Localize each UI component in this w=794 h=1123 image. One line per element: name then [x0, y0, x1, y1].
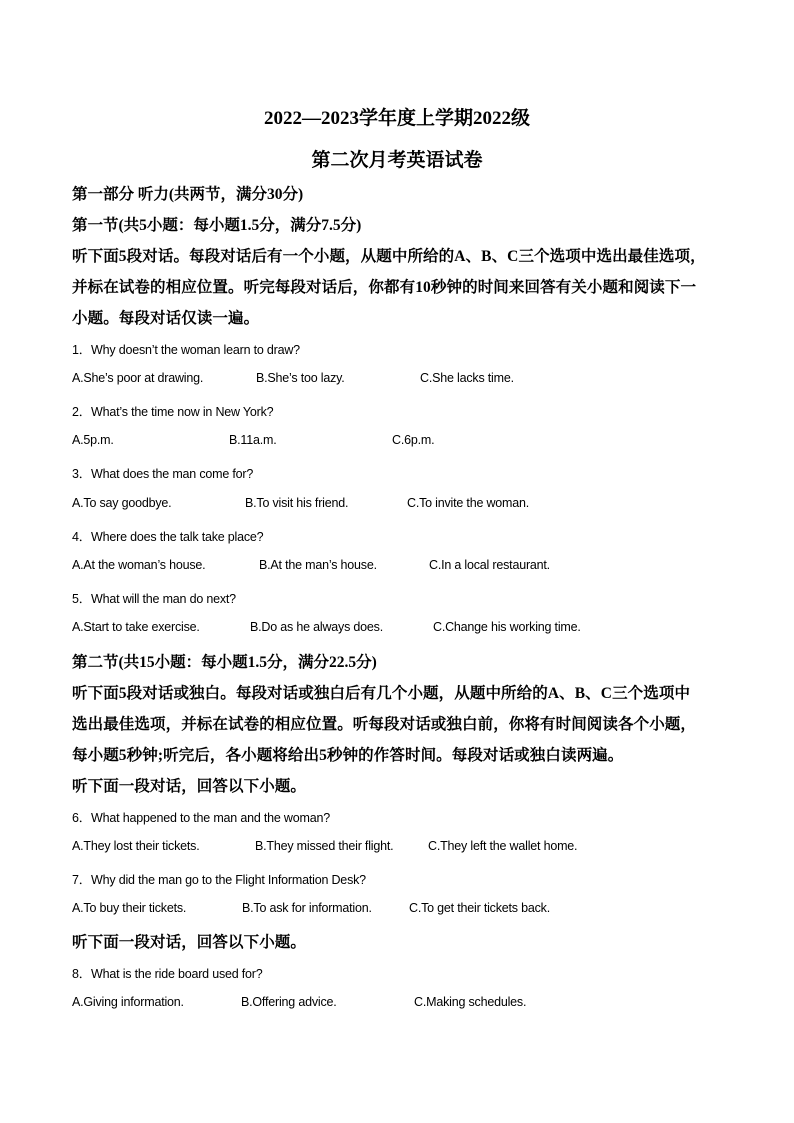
question-text: 4．Where does the talk take place?: [72, 530, 264, 544]
question-text: 3．What does the man come for?: [72, 467, 254, 481]
option-b: B.They missed their flight.: [255, 839, 394, 853]
option-b: B.To ask for information.: [242, 901, 372, 915]
exam-title-line2: 第二次月考英语试卷: [311, 150, 483, 171]
option-a: A.They lost their tickets.: [72, 839, 200, 853]
option-c: C.In a local restaurant.: [429, 558, 550, 572]
section2-heading: 第二节(共15小题：每小题1.5分，满分22.5分): [72, 654, 377, 671]
question-text: 5．What will the man do next?: [72, 592, 236, 606]
option-b: B.To visit his friend.: [245, 496, 349, 510]
question-text: 8．What is the ride board used for?: [72, 967, 263, 981]
option-a: A.To buy their tickets.: [72, 901, 187, 915]
option-c: C.6p.m.: [392, 433, 435, 447]
option-b: B.Offering advice.: [241, 995, 337, 1009]
section1-heading: 第一节(共5小题：每小题1.5分，满分7.5分): [72, 217, 362, 234]
question-text: 6．What happened to the man and the woman?: [72, 811, 330, 825]
option-a: A.5p.m.: [72, 433, 114, 447]
section1-instruction-line: 并标在试卷的相应位置。听完每段对话后，你都有10秒钟的时间来回答有关小题和阅读下一: [72, 279, 697, 296]
option-b: B.11a.m.: [229, 433, 277, 447]
option-c: C.They left the wallet home.: [428, 839, 578, 853]
option-c: C.To get their tickets back.: [409, 901, 550, 915]
part1-heading: 第一部分 听力(共两节，满分30分): [72, 186, 304, 203]
section1-instruction-line: 听下面5段对话。每段对话后有一个小题，从题中所给的A、B、C三个选项中选出最佳选项，: [72, 248, 706, 265]
section2-instruction-line: 听下面5段对话或独白。每段对话或独白后有几个小题，从题中所给的A、B、C三个选项中: [72, 685, 691, 702]
section2-instruction-line: 选出最佳选项，并标在试卷的相应位置。听每段对话或独白前，你将有时间阅读各个小题，: [72, 716, 697, 733]
option-b: B.At the man’s house.: [259, 558, 377, 572]
option-b: B.Do as he always does.: [250, 620, 383, 634]
question-text: 7．Why did the man go to the Flight Information Desk?: [72, 873, 366, 887]
question-text: 1．Why doesn’t the woman learn to draw?: [72, 343, 300, 357]
option-c: C.Making schedules.: [414, 995, 527, 1009]
option-a: A.Start to take exercise.: [72, 620, 200, 634]
option-a: A.Giving information.: [72, 995, 184, 1009]
option-a: A.To say goodbye.: [72, 496, 172, 510]
dialogue-prompt: 听下面一段对话，回答以下小题。: [72, 934, 307, 951]
option-c: C.Change his working time.: [433, 620, 581, 634]
dialogue-prompt: 听下面一段对话，回答以下小题。: [72, 778, 307, 795]
question-text: 2．What’s the time now in New York?: [72, 405, 274, 419]
section2-instruction-line: 每小题5秒钟;听完后，各小题将给出5秒钟的作答时间。每段对话或独白读两遍。: [72, 747, 624, 764]
section1-instruction-line: 小题。每段对话仅读一遍。: [72, 310, 260, 327]
option-b: B.She’s too lazy.: [256, 371, 345, 385]
exam-title-line1: 2022—2023学年度上学期2022级: [263, 108, 530, 129]
option-a: A.At the woman’s house.: [72, 558, 206, 572]
option-c: C.To invite the woman.: [407, 496, 530, 510]
option-a: A.She’s poor at drawing.: [72, 371, 204, 385]
option-c: C.She lacks time.: [420, 371, 514, 385]
